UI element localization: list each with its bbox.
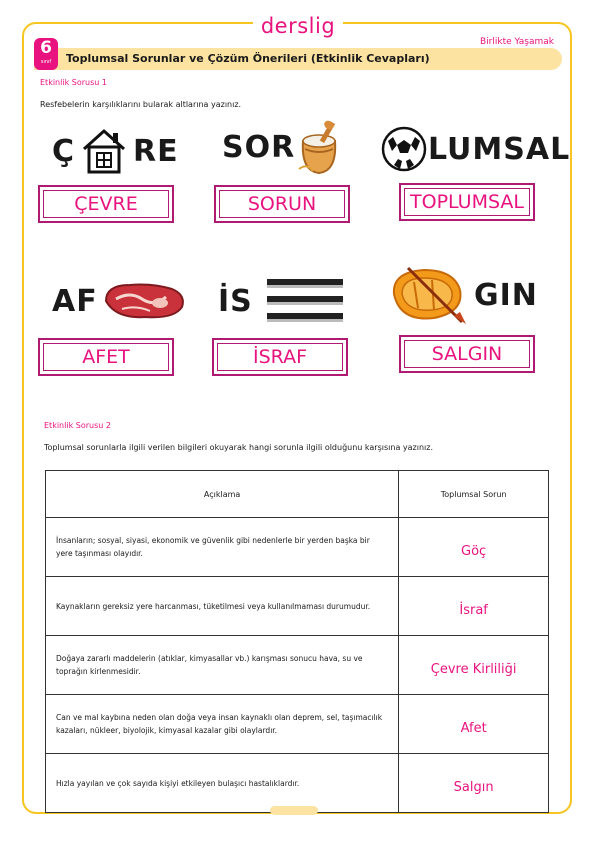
activity2-title: Etkinlik Sorusu 2: [44, 421, 111, 430]
row-answer: Afet: [399, 695, 549, 754]
answer-box-6: [399, 335, 535, 373]
activity2-instruction: Toplumsal sorunlarla ilgili verilen bilgileri okuyarak hangi sorunla ilgili olduğunu karşısına yazınız.: [44, 443, 433, 452]
house-icon: [79, 127, 129, 175]
rebus-6-right: GIN: [474, 277, 538, 313]
rebus-1-right: RE: [133, 133, 179, 169]
row-description: Doğaya zararlı maddelerin (atıklar, kimyasallar vb.) karışması sonucu hava, su ve toprağın kirlenmesidir.: [46, 636, 399, 695]
answer-box-3: [399, 183, 535, 221]
answer-text-1: ÇEVRE: [74, 193, 138, 215]
grade-badge: [34, 38, 58, 70]
rebus-5: [218, 276, 345, 326]
grade-label: sınıf: [40, 59, 52, 65]
soccer-ball-icon: [380, 125, 428, 173]
answer-text-4: AFET: [82, 346, 130, 368]
shelves-icon: [265, 277, 345, 325]
activity1-instruction: Resfebelerin karşılıklarını bularak altlarına yazınız.: [40, 100, 242, 109]
row-answer: Göç: [399, 518, 549, 577]
table-row: [46, 577, 549, 636]
answer-text-3: TOPLUMSAL: [410, 191, 524, 213]
rebus-4-left: AF: [52, 283, 98, 319]
rebus-1-left: Ç: [52, 133, 76, 169]
footer-tab: [270, 806, 318, 815]
rebus-1: [52, 126, 179, 176]
rebus-6: [388, 270, 538, 320]
rebus-3-right: LUMSAL: [428, 131, 571, 167]
row-description: İnsanların; sosyal, siyasi, ekonomik ve güvenlik gibi nedenlerle bir yerden başka bir yere taşınması olayıdır.: [46, 518, 399, 577]
table-header-row: [46, 471, 549, 518]
answer-text-2: SORUN: [247, 193, 317, 215]
header-social-problem: Toplumsal Sorun: [399, 471, 549, 518]
table-row: [46, 754, 549, 813]
row-description: Kaynakların gereksiz yere harcanması, tüketilmesi veya kullanılmaması durumudur.: [46, 577, 399, 636]
rebus-2-left: SOR: [222, 129, 296, 165]
grade-number: 6: [40, 38, 52, 58]
answers-table: [45, 470, 549, 813]
meat-icon: [102, 279, 188, 323]
flour-sack-icon: [295, 119, 343, 175]
answer-text-6: SALGIN: [431, 343, 503, 365]
row-description: Hızla yayılan ve çok sayıda kişiyi etkileyen bulaşıcı hastalıklardır.: [46, 754, 399, 813]
unit-label: Birlikte Yaşamak: [480, 37, 554, 47]
row-answer: İsraf: [399, 577, 549, 636]
table-row: [46, 695, 549, 754]
row-description: Can ve mal kaybına neden olan doğa veya insan kaynaklı olan deprem, sel, taşımacılık kazaları, nükleer, biyolojik, kimyasal kazalar gibi olaylardır.: [46, 695, 399, 754]
page-title: Toplumsal Sorunlar ve Çözüm Önerileri (Etkinlik Cevapları): [66, 52, 430, 65]
answer-box-5: [212, 338, 348, 376]
activity1-title: Etkinlik Sorusu 1: [40, 78, 107, 87]
rebus-5-left: İS: [218, 283, 253, 319]
answer-box-2: [214, 185, 350, 223]
rebus-4: [52, 276, 188, 326]
answer-box-4: [38, 338, 174, 376]
rebus-2: [222, 122, 343, 172]
boat-icon: [388, 264, 470, 326]
table-row: [46, 636, 549, 695]
row-answer: Çevre Kirliliği: [399, 636, 549, 695]
answer-box-1: [38, 185, 174, 223]
derslig-logo: derslig: [260, 14, 336, 38]
header-description: Açıklama: [46, 471, 399, 518]
answer-text-5: İSRAF: [252, 346, 308, 368]
row-answer: Salgın: [399, 754, 549, 813]
table-row: [46, 518, 549, 577]
rebus-3: [380, 124, 570, 174]
